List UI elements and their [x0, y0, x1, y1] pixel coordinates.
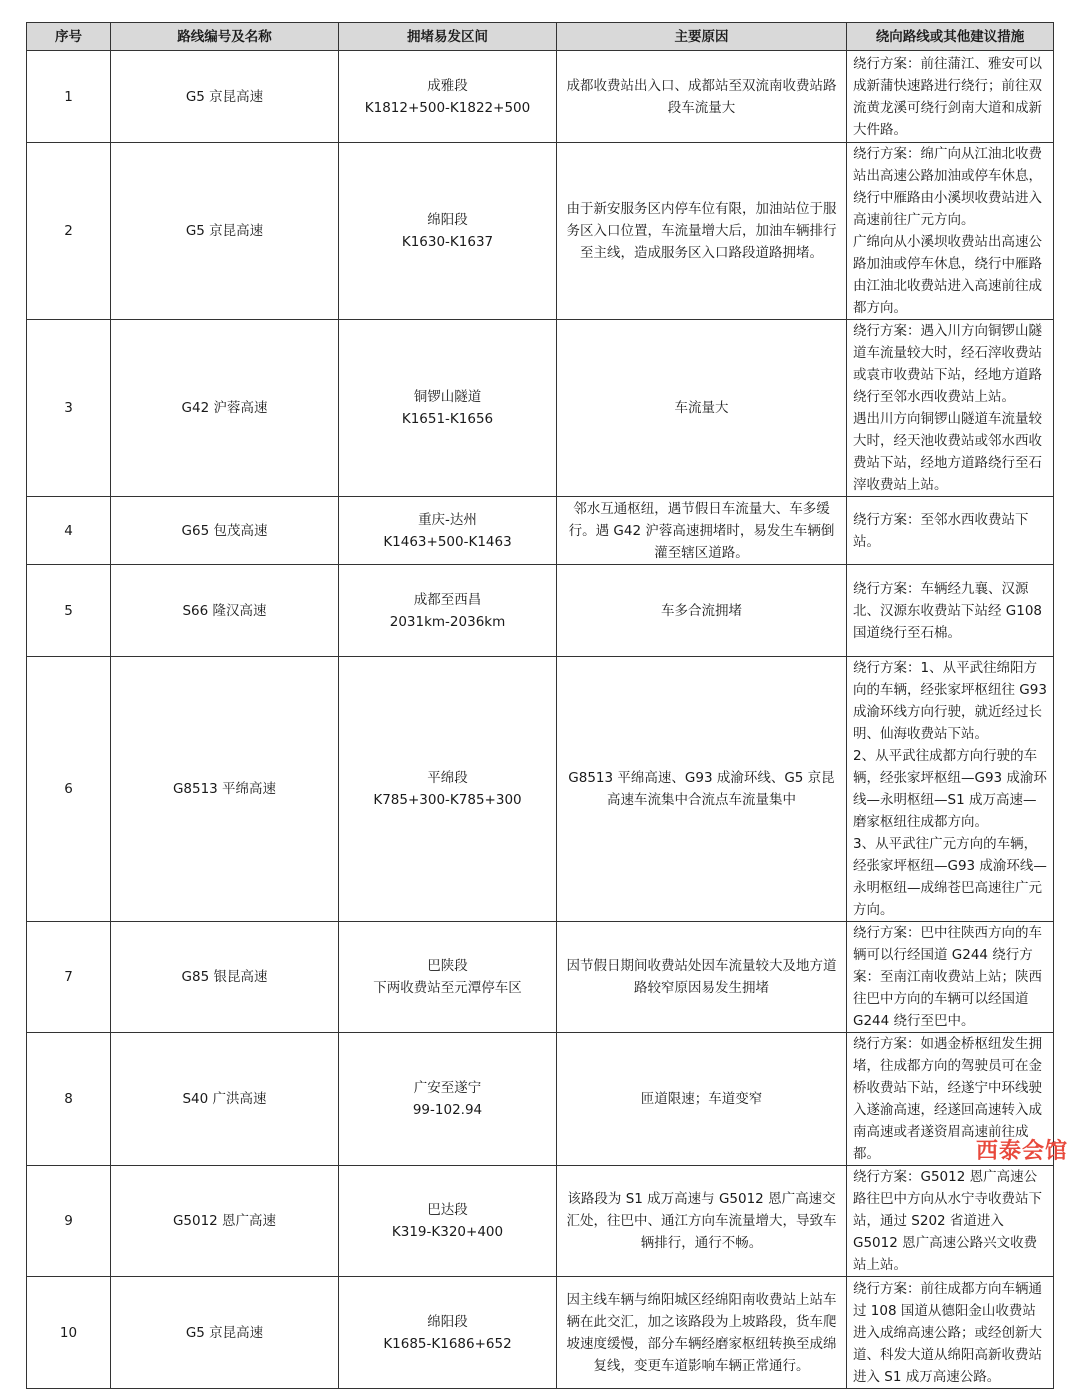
detour-advice: 绕行方案：绵广向从江油北收费站出高速公路加油或停车休息，绕行中雁路由小溪坝收费站进入高速前往广元方向。 广绵向从小溪坝收费站出高速公路加油或停车休息，绕行中雁路由江油北收费站进入高速前往成都方向。	[847, 143, 1054, 320]
row-number: 8	[27, 1033, 111, 1166]
row-number: 6	[27, 657, 111, 922]
route-name: G5012 恩广高速	[111, 1166, 339, 1277]
congestion-section: 铜锣山隧道 K1651-K1656	[339, 320, 557, 497]
detour-advice: 绕行方案：至邻水西收费站下站。	[847, 497, 1054, 565]
route-name: G5 京昆高速	[111, 51, 339, 143]
detour-advice: 绕行方案：车辆经九襄、汉源北、汉源东收费站下站经 G108 国道绕行至石棉。	[847, 565, 1054, 657]
watermark-logo: 西泰会馆	[975, 1139, 1068, 1164]
congestion-section: 绵阳段 K1685-K1686+652	[339, 1277, 557, 1389]
congestion-section: 绵阳段 K1630-K1637	[339, 143, 557, 320]
congestion-table	[26, 22, 1054, 1389]
congestion-section: 成雅段 K1812+500-K1822+500	[339, 51, 557, 143]
main-reason: 由于新安服务区内停车位有限，加油站位于服务区入口位置，车流量增大后，加油车辆排行至主线，造成服务区入口路段道路拥堵。	[557, 143, 847, 320]
table-row	[27, 320, 1054, 497]
table-row	[27, 1277, 1054, 1389]
main-reason: G8513 平绵高速、G93 成渝环线、G5 京昆高速车流集中合流点车流量集中	[557, 657, 847, 922]
detour-advice: 绕行方案：遇入川方向铜锣山隧道车流量较大时，经石滓收费站或袁市收费站下站，经地方道路绕行至邻水西收费站上站。 遇出川方向铜锣山隧道车流量较大时，经天池收费站或邻水西收费站下站，经地方道路绕行至石滓收费站上站。	[847, 320, 1054, 497]
congestion-section: 重庆-达州 K1463+500-K1463	[339, 497, 557, 565]
main-reason: 匝道限速；车道变窄	[557, 1033, 847, 1166]
row-number: 10	[27, 1277, 111, 1389]
route-name: G85 银昆高速	[111, 922, 339, 1033]
table-row	[27, 565, 1054, 657]
row-number: 3	[27, 320, 111, 497]
row-number: 9	[27, 1166, 111, 1277]
detour-advice: 绕行方案：1、从平武往绵阳方向的车辆，经张家坪枢纽往 G93 成渝环线方向行驶，就近经过长明、仙海收费站下站。 2、从平武往成都方向行驶的车辆，经张家坪枢纽—G93 成渝环线—永明枢纽—S1 成万高速—磨家枢纽往成都方向。 3、从平武往广元方向的车辆，经张家坪枢纽—G93 成渝环线—永明枢纽—成绵苍巴高速往广元方向。	[847, 657, 1054, 922]
main-reason: 因主线车辆与绵阳城区经绵阳南收费站上站车辆在此交汇，加之该路段为上坡路段，货车爬坡速度缓慢，部分车辆经磨家枢纽转换至成绵复线，变更车道影响车辆正常通行。	[557, 1277, 847, 1389]
route-name: G65 包茂高速	[111, 497, 339, 565]
table-row	[27, 143, 1054, 320]
row-number: 5	[27, 565, 111, 657]
row-number: 4	[27, 497, 111, 565]
congestion-section: 巴陕段 下两收费站至元潭停车区	[339, 922, 557, 1033]
main-reason: 该路段为 S1 成万高速与 G5012 恩广高速交汇处，往巴中、通江方向车流量增大，导致车辆排行，通行不畅。	[557, 1166, 847, 1277]
table-row	[27, 657, 1054, 922]
congestion-section: 平绵段 K785+300-K785+300	[339, 657, 557, 922]
detour-advice: 绕行方案：巴中往陕西方向的车辆可以行经国道 G244 绕行方案：至南江南收费站上站；陕西往巴中方向的车辆可以经国道 G244 绕行至巴中。	[847, 922, 1054, 1033]
main-reason: 邻水互通枢纽，遇节假日车流量大、车多缓行。遇 G42 沪蓉高速拥堵时，易发生车辆倒灌至辖区道路。	[557, 497, 847, 565]
header-section: 拥堵易发区间	[339, 23, 557, 51]
main-reason: 车流量大	[557, 320, 847, 497]
congestion-section: 广安至遂宁 99-102.94	[339, 1033, 557, 1166]
header-route: 路线编号及名称	[111, 23, 339, 51]
route-name: G5 京昆高速	[111, 143, 339, 320]
row-number: 7	[27, 922, 111, 1033]
table-row	[27, 1033, 1054, 1166]
row-number: 1	[27, 51, 111, 143]
route-name: G5 京昆高速	[111, 1277, 339, 1389]
main-reason: 成都收费站出入口、成都站至双流南收费站路段车流量大	[557, 51, 847, 143]
table-header-row	[27, 23, 1054, 51]
detour-advice: 绕行方案：前往成都方向车辆通过 108 国道从德阳金山收费站进入成绵高速公路；或经创新大道、科发大道从绵阳高新收费站进入 S1 成万高速公路。	[847, 1277, 1054, 1389]
table-row	[27, 1166, 1054, 1277]
table-row	[27, 497, 1054, 565]
congestion-section: 成都至西昌 2031km-2036km	[339, 565, 557, 657]
congestion-section: 巴达段 K319-K320+400	[339, 1166, 557, 1277]
route-name: S66 隆汉高速	[111, 565, 339, 657]
detour-advice: 绕行方案：G5012 恩广高速公路往巴中方向从水宁寺收费站下站，通过 S202 省道进入 G5012 恩广高速公路兴文收费站上站。	[847, 1166, 1054, 1277]
table-row	[27, 51, 1054, 143]
detour-advice: 绕行方案：如遇金桥枢纽发生拥堵，往成都方向的驾驶员可在金桥收费站下站，经遂宁中环线驶入遂渝高速，经遂回高速转入成南高速或者遂资眉高速前往成都。	[847, 1033, 1054, 1166]
header-reason: 主要原因	[557, 23, 847, 51]
route-name: G42 沪蓉高速	[111, 320, 339, 497]
route-name: G8513 平绵高速	[111, 657, 339, 922]
main-reason: 车多合流拥堵	[557, 565, 847, 657]
header-advice: 绕向路线或其他建议措施	[847, 23, 1054, 51]
main-reason: 因节假日期间收费站处因车流量较大及地方道路较窄原因易发生拥堵	[557, 922, 847, 1033]
route-name: S40 广洪高速	[111, 1033, 339, 1166]
table-row	[27, 922, 1054, 1033]
detour-advice: 绕行方案：前往蒲江、雅安可以成新蒲快速路进行绕行；前往双流黄龙溪可绕行剑南大道和成新大件路。	[847, 51, 1054, 143]
row-number: 2	[27, 143, 111, 320]
header-no: 序号	[27, 23, 111, 51]
